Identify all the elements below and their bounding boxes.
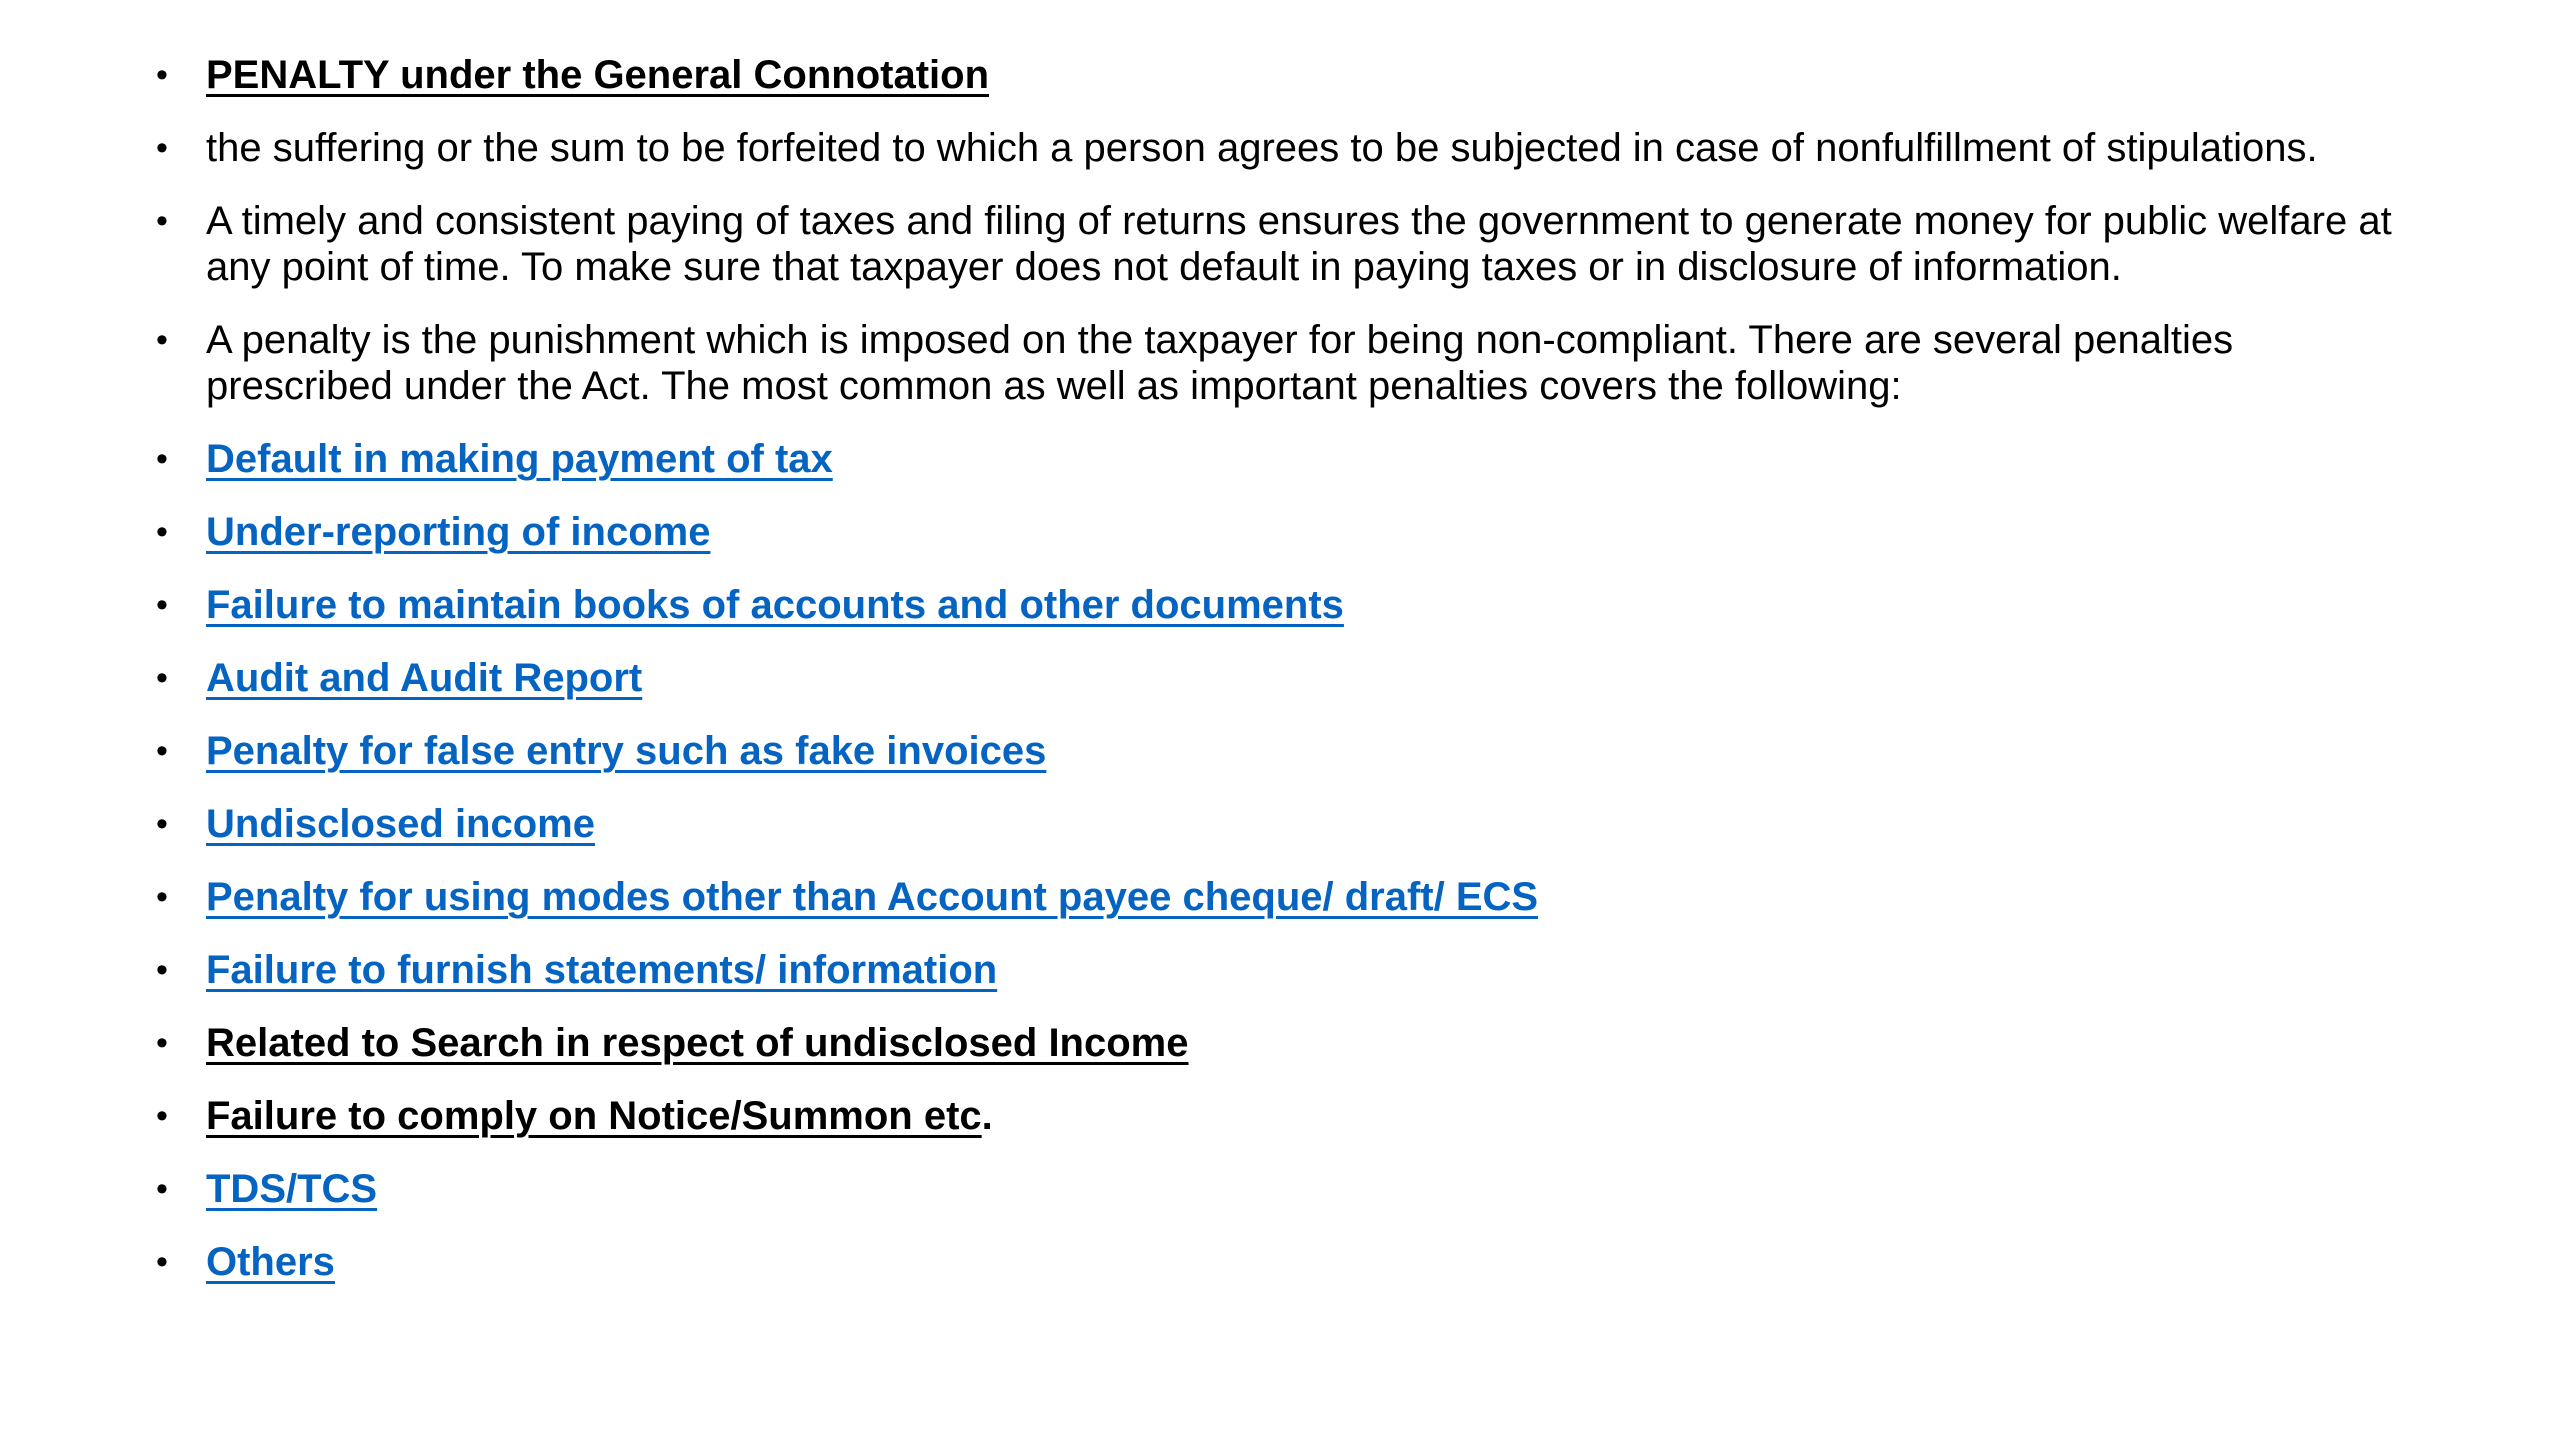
link-under-reporting[interactable]: Under-reporting of income <box>206 510 711 554</box>
bullet-failure-comply <box>150 1093 2420 1139</box>
link-furnish-statements[interactable]: Failure to furnish statements/ information <box>206 948 998 992</box>
penalty-punishment-text: A penalty is the punishment which is imposed on the taxpayer for being non-compliant. There are several penalties prescribed under the Act. The most common as well as important penalties covers the following: <box>206 318 2234 408</box>
bullet-dot: • <box>156 805 168 843</box>
bullet-dot: • <box>156 732 168 770</box>
bullet-link-undisclosed-income <box>150 801 2420 847</box>
bullet-related-search <box>150 1020 2420 1066</box>
bullet-dot: • <box>156 1170 168 1208</box>
bullet-link-audit-report <box>150 655 2420 701</box>
bullet-link-fake-invoices <box>150 728 2420 774</box>
bullet-dot: • <box>156 513 168 551</box>
link-fake-invoices[interactable]: Penalty for false entry such as fake invoices <box>206 729 1047 773</box>
link-tds-tcs[interactable]: TDS/TCS <box>206 1167 378 1211</box>
failure-comply-period: . <box>981 1094 993 1138</box>
definition-text: the suffering or the sum to be forfeited to which a person agrees to be subjected in case of nonfulfillment of stipulations. <box>206 126 2318 170</box>
bullet-dot: • <box>156 202 168 240</box>
bullet-list <box>150 52 2420 1285</box>
link-default-payment[interactable]: Default in making payment of tax <box>206 437 833 481</box>
bullet-dot: • <box>156 1243 168 1281</box>
bullet-link-books-of-accounts <box>150 582 2420 628</box>
bullet-dot: • <box>156 129 168 167</box>
bullet-penalty-punishment <box>150 317 2420 409</box>
bullet-link-default-payment <box>150 436 2420 482</box>
bullet-dot: • <box>156 586 168 624</box>
heading-penalty-general: PENALTY under the General Connotation <box>206 53 990 97</box>
bullet-link-under-reporting <box>150 509 2420 555</box>
link-books-of-accounts[interactable]: Failure to maintain books of accounts and other documents <box>206 583 1344 627</box>
bullet-link-furnish-statements <box>150 947 2420 993</box>
bullet-link-others <box>150 1239 2420 1285</box>
failure-comply-text: Failure to comply on Notice/Summon etc <box>206 1094 982 1138</box>
slide-content <box>150 52 2420 1312</box>
link-undisclosed-income[interactable]: Undisclosed income <box>206 802 595 846</box>
bullet-dot: • <box>156 56 168 94</box>
bullet-heading-penalty <box>150 52 2420 98</box>
bullet-link-tds-tcs <box>150 1166 2420 1212</box>
bullet-link-payment-modes <box>150 874 2420 920</box>
related-search-text: Related to Search in respect of undisclosed Income <box>206 1021 1189 1065</box>
bullet-definition <box>150 125 2420 171</box>
link-audit-report[interactable]: Audit and Audit Report <box>206 656 643 700</box>
bullet-dot: • <box>156 951 168 989</box>
bullet-dot: • <box>156 1097 168 1135</box>
link-payment-modes[interactable]: Penalty for using modes other than Account payee cheque/ draft/ ECS <box>206 875 1539 919</box>
timely-paying-text: A timely and consistent paying of taxes and filing of returns ensures the government to generate money for public welfare at any point of time. To make sure that taxpayer does not default in paying taxes or in disclosure of information. <box>206 199 2392 289</box>
link-others[interactable]: Others <box>206 1240 335 1284</box>
bullet-dot: • <box>156 1024 168 1062</box>
bullet-dot: • <box>156 440 168 478</box>
bullet-dot: • <box>156 878 168 916</box>
bullet-dot: • <box>156 321 168 359</box>
bullet-timely-paying <box>150 198 2420 290</box>
bullet-dot: • <box>156 659 168 697</box>
